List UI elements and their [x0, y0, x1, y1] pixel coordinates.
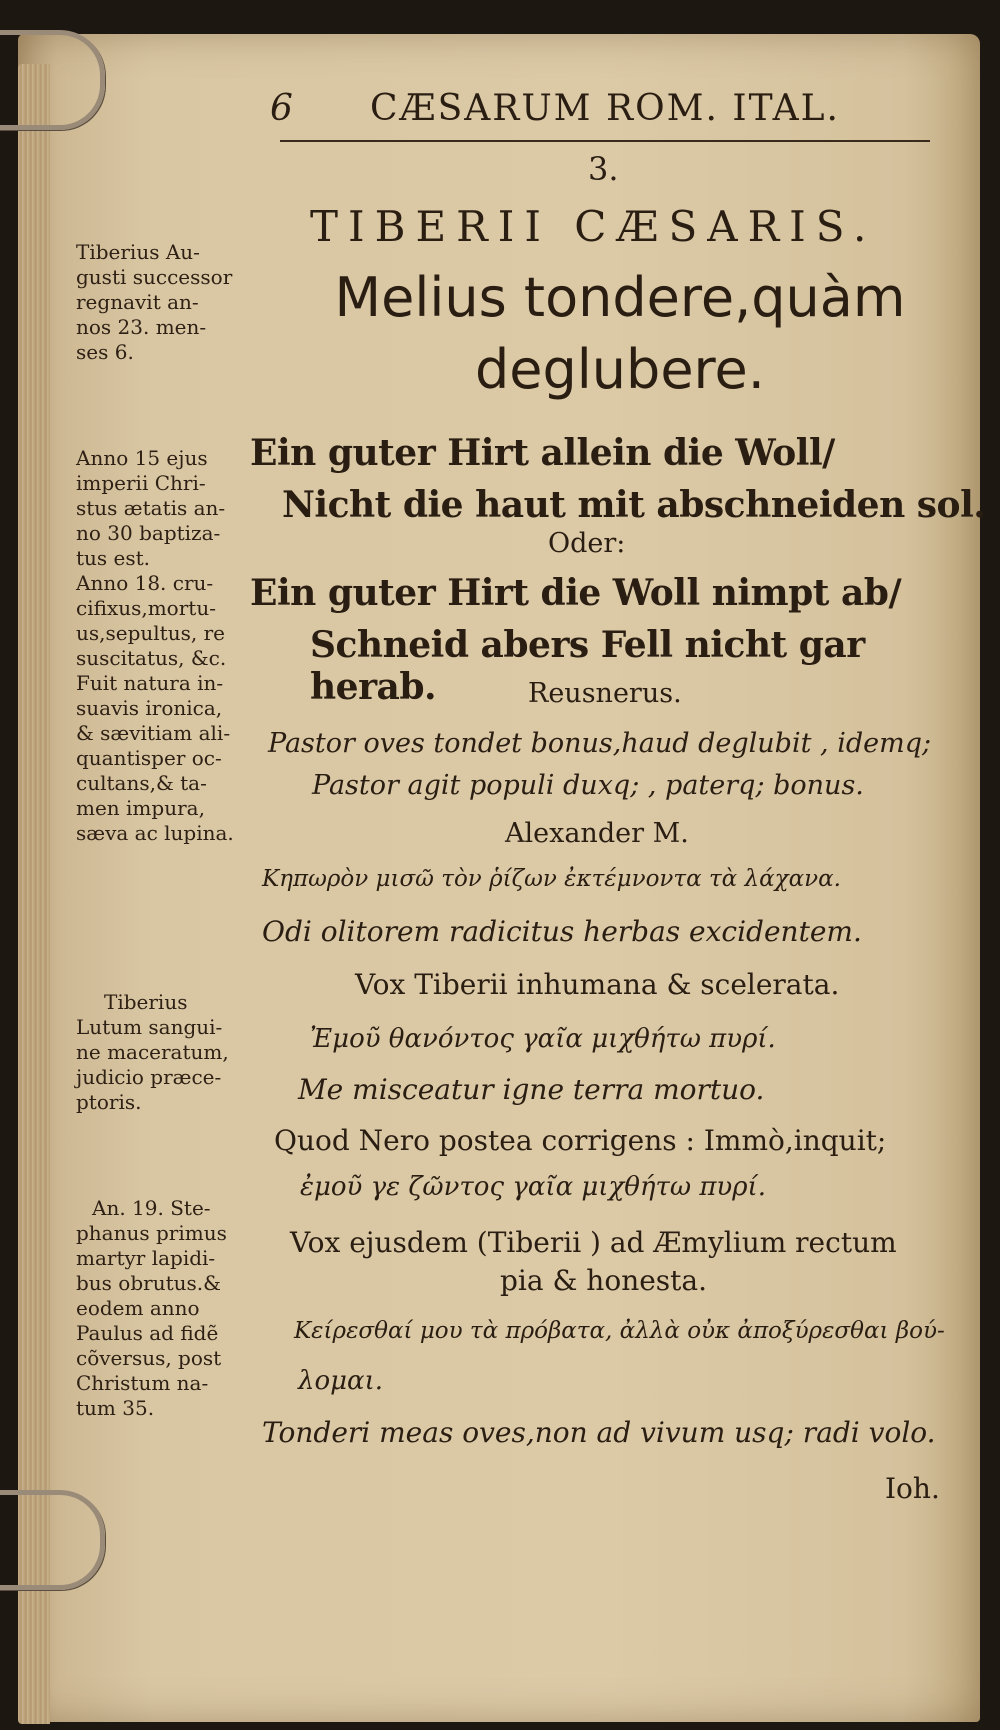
page-edges [18, 64, 50, 1724]
margin-line: cifixus,mortu- [76, 596, 216, 620]
margin-line: no 30 baptiza- [76, 521, 221, 545]
section-number: 3. [588, 150, 619, 188]
margin-line: Tiberius [104, 990, 188, 1014]
margin-line: martyr lapidi- [76, 1246, 216, 1270]
vox-ejusdem-line: pia & honesta. [500, 1264, 708, 1297]
margin-line: cõversus, post [76, 1346, 222, 1370]
binder-clip-top [0, 30, 105, 130]
motto [300, 262, 940, 406]
reusnerus-label: Reusnerus. [528, 678, 682, 709]
margin-line: ses 6. [76, 340, 134, 364]
margin-line: ne maceratum, [76, 1040, 229, 1064]
quod-nero: Quod Nero postea corrigens : Immò,inquit; [274, 1124, 887, 1157]
margin-line: nos 23. men- [76, 315, 207, 339]
margin-line: eodem anno [76, 1296, 200, 1320]
margin-line: Christum na- [76, 1371, 209, 1395]
margin-line: An. 19. Ste- [92, 1196, 211, 1220]
german-verse-line: Nicht die haut mit abschneiden sol. [282, 484, 986, 526]
greek-line: Κηπωρὸν μισῶ τὸν ῥίζων ἐκτέμνοντα τὰ λάχανα. [262, 866, 841, 892]
margin-line: judicio præce- [76, 1065, 222, 1089]
margin-line: Fuit natura in- [76, 671, 224, 695]
motto-line: Melius tondere,quàm [334, 266, 906, 329]
margin-line: regnavit an- [76, 290, 199, 314]
binder-clip-bottom [0, 1490, 105, 1590]
margin-line: men impura, [76, 796, 205, 820]
greek-line: ἐμοῦ γε ζῶντος γαῖα μιχθήτω πυρί. [300, 1172, 766, 1202]
motto-line: deglubere. [475, 338, 765, 401]
latin-line: Odi olitorem radicitus herbas excidentem. [262, 915, 862, 948]
vox-ejusdem-line: Vox ejusdem (Tiberii ) ad Æmylium rectum [290, 1226, 897, 1259]
oder-label: Oder: [548, 528, 626, 559]
margin-note [76, 240, 261, 365]
margin-line: Lutum sangui- [76, 1015, 223, 1039]
margin-note [76, 990, 261, 1115]
margin-line: Anno 18. cru- [76, 571, 214, 595]
margin-line: cultans,& ta- [76, 771, 207, 795]
margin-line: quantisper oc- [76, 746, 222, 770]
header-rule [280, 140, 930, 142]
margin-line: Tiberius Au- [76, 240, 200, 264]
margin-line: imperii Chri- [76, 471, 206, 495]
margin-line: suavis ironica, [76, 696, 223, 720]
section-title: TIBERII CÆSARIS. [310, 202, 877, 251]
margin-line: bus obrutus.& [76, 1271, 221, 1295]
vox-tiberii: Vox Tiberii inhumana & scelerata. [355, 968, 840, 1001]
running-title: CÆSARUM ROM. ITAL. [370, 88, 840, 129]
latin-line: Me misceatur igne terra mortuo. [298, 1073, 765, 1106]
margin-line: Paulus ad fidẽ [76, 1321, 219, 1345]
latin-verse-line: Pastor oves tondet bonus,haud deglubit , idemq; [268, 728, 932, 759]
margin-line: stus ætatis an- [76, 496, 226, 520]
greek-line: λομαι. [298, 1366, 384, 1396]
margin-line: ptoris. [76, 1090, 142, 1114]
margin-line: sæva ac lupina. [76, 821, 234, 845]
margin-line: tus est. [76, 546, 151, 570]
margin-note [76, 446, 261, 846]
page-number: 6 [270, 88, 295, 129]
german-verse-line: Schneid abers Fell nicht gar herab. [310, 624, 865, 708]
margin-line: us,sepultus, re [76, 621, 225, 645]
catchword: Ioh. [885, 1472, 940, 1505]
margin-line: phanus primus [76, 1221, 227, 1245]
margin-line: tum 35. [76, 1396, 155, 1420]
greek-line: Κείρεσθαί μου τὰ πρόβατα, ἀλλὰ οὐκ ἀποξύρεσθαι βού- [294, 1318, 945, 1344]
margin-line: suscitatus, &c. [76, 646, 227, 670]
alexander-label: Alexander M. [505, 818, 689, 849]
margin-line: Anno 15 ejus [76, 446, 208, 470]
margin-note [76, 1196, 261, 1421]
margin-line: & sævitiam ali- [76, 721, 231, 745]
german-verse-line: Ein guter Hirt allein die Woll/ [250, 432, 835, 474]
latin-verse-line: Pastor agit populi duxq; , paterq; bonus. [312, 770, 864, 801]
greek-line: Ἐμοῦ θανόντος γαῖα μιχθήτω πυρί. [310, 1024, 776, 1054]
latin-line: Tonderi meas oves,non ad vivum usq; radi volo. [262, 1416, 936, 1449]
margin-line: gusti successor [76, 265, 233, 289]
german-verse-line: Ein guter Hirt die Woll nimpt ab/ [250, 572, 902, 614]
